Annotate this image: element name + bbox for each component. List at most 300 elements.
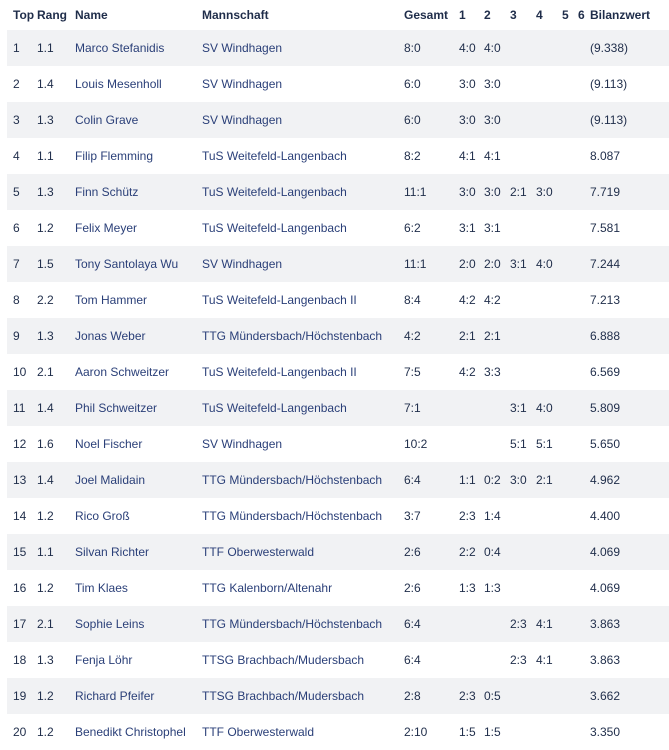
cell-set-3 <box>510 138 536 174</box>
team-name-link[interactable]: SV Windhagen <box>202 257 283 271</box>
team-name-link[interactable]: TuS Weitefeld-Langenbach II <box>202 365 357 379</box>
cell-rang: 1.3 <box>37 653 54 667</box>
cell-bilanzwert: 4.962 <box>590 462 669 498</box>
cell-set-2: 2:0 <box>484 246 510 282</box>
cell-set-1: 3:0 <box>459 102 484 138</box>
cell-set-4 <box>536 210 562 246</box>
cell-gesamt: 6:4 <box>404 606 459 642</box>
cell-bilanzwert: 7.213 <box>590 293 621 307</box>
cell-set-6 <box>578 462 590 498</box>
cell-bilanzwert: (9.338) <box>590 30 669 66</box>
cell-set-5 <box>562 714 578 750</box>
team-name-cell <box>202 318 404 354</box>
cell-gesamt: 11:1 <box>404 174 459 210</box>
cell-set-6 <box>578 390 590 426</box>
player-name-link[interactable]: Benedikt Christophel <box>75 725 186 739</box>
cell-set-5 <box>562 606 578 642</box>
player-name-cell <box>75 606 202 642</box>
cell-top: 9 <box>7 318 37 354</box>
cell-set-4 <box>536 714 562 750</box>
cell-bilanzwert: 7.244 <box>590 246 669 282</box>
cell-set-1: 2:1 <box>459 318 484 354</box>
team-name-link[interactable]: SV Windhagen <box>202 77 283 91</box>
cell-set-2: 3:0 <box>484 174 510 210</box>
cell-rang: 1.2 <box>37 725 54 739</box>
player-name-link[interactable]: Richard Pfeifer <box>75 689 155 703</box>
cell-top: 18 <box>13 653 27 667</box>
cell-rang: 1.2 <box>37 221 54 235</box>
cell-bilanzwert: 5.650 <box>590 437 621 451</box>
cell-set-5 <box>562 354 578 390</box>
player-name-cell <box>75 390 202 426</box>
team-name-link[interactable]: TTSG Brachbach/Mudersbach <box>202 689 365 703</box>
cell-set-2: 3:3 <box>484 365 501 379</box>
team-name-cell <box>202 30 404 66</box>
cell-set-1: 2:3 <box>459 509 476 523</box>
table-body <box>7 30 669 750</box>
cell-rang: 1.5 <box>37 246 75 282</box>
cell-rang: 1.4 <box>37 462 75 498</box>
cell-bilanzwert: 3.863 <box>590 653 621 667</box>
cell-set-1: 4:1 <box>459 149 476 163</box>
table-row <box>7 570 669 606</box>
cell-set-2: 0:5 <box>484 678 510 714</box>
cell-bilanzwert: (9.113) <box>590 102 669 138</box>
team-name-cell <box>202 426 404 462</box>
team-name-cell <box>202 678 404 714</box>
cell-set-3 <box>510 678 536 714</box>
cell-set-3 <box>510 498 536 534</box>
table-header-row <box>7 0 669 30</box>
cell-set-6 <box>578 498 590 534</box>
player-name-cell <box>75 642 202 678</box>
cell-top: 2 <box>13 77 20 91</box>
cell-set-2: 2:1 <box>484 318 510 354</box>
team-name-link[interactable]: TuS Weitefeld-Langenbach <box>202 221 347 235</box>
cell-set-5 <box>562 30 578 66</box>
player-name-link[interactable]: Tom Hammer <box>75 293 148 307</box>
cell-gesamt: 2:10 <box>404 725 428 739</box>
cell-bilanzwert: 4.069 <box>590 534 669 570</box>
cell-gesamt: 8:4 <box>404 293 421 307</box>
team-name-link[interactable]: SV Windhagen <box>202 437 283 451</box>
cell-set-1 <box>459 606 484 642</box>
cell-set-4 <box>536 102 562 138</box>
player-name-link[interactable]: Tony Santolaya Wu <box>75 257 179 271</box>
cell-set-3 <box>510 102 536 138</box>
team-name-link[interactable]: TuS Weitefeld-Langenbach <box>202 401 347 415</box>
team-name-link[interactable]: TTSG Brachbach/Mudersbach <box>202 653 365 667</box>
cell-set-3 <box>510 570 536 606</box>
cell-set-5 <box>562 174 578 210</box>
cell-gesamt: 6:0 <box>404 77 421 91</box>
cell-top: 5 <box>7 174 37 210</box>
cell-set-2: 1:4 <box>484 509 501 523</box>
cell-set-2 <box>484 390 510 426</box>
table-row <box>7 678 669 714</box>
cell-rang: 1.3 <box>37 102 75 138</box>
team-name-cell <box>202 102 404 138</box>
cell-rang: 1.6 <box>37 437 54 451</box>
team-name-cell <box>202 390 404 426</box>
header-name[interactable]: Name <box>75 8 108 22</box>
cell-set-5 <box>562 282 578 318</box>
cell-set-2: 0:2 <box>484 462 510 498</box>
cell-set-2: 3:0 <box>484 102 510 138</box>
table-row <box>7 642 669 678</box>
cell-set-4: 3:0 <box>536 174 562 210</box>
player-name-cell <box>75 138 202 174</box>
team-name-link[interactable]: SV Windhagen <box>202 113 283 127</box>
player-name-link[interactable]: Phil Schweitzer <box>75 401 158 415</box>
cell-set-2: 1:3 <box>484 581 501 595</box>
cell-rang: 1.4 <box>37 390 75 426</box>
cell-bilanzwert: 3.662 <box>590 678 669 714</box>
header-set-6[interactable]: 6 <box>578 8 585 22</box>
team-name-link[interactable]: TuS Weitefeld-Langenbach <box>202 185 347 199</box>
team-name-link[interactable]: TuS Weitefeld-Langenbach II <box>202 293 357 307</box>
team-name-cell <box>202 714 404 750</box>
cell-bilanzwert: 5.809 <box>590 390 669 426</box>
cell-set-4 <box>536 282 562 318</box>
cell-set-1: 2:2 <box>459 534 484 570</box>
header-bilanzwert[interactable]: Bilanzwert <box>590 8 651 22</box>
cell-rang: 2.2 <box>37 293 54 307</box>
team-name-link[interactable]: TTG Mündersbach/Höchstenbach <box>202 329 383 343</box>
cell-set-5 <box>562 66 578 102</box>
cell-set-4 <box>536 498 562 534</box>
player-name-cell <box>75 210 202 246</box>
cell-set-1 <box>459 426 484 462</box>
cell-bilanzwert: 4.400 <box>590 509 621 523</box>
player-name-cell <box>75 498 202 534</box>
team-name-cell <box>202 354 404 390</box>
cell-gesamt: 2:6 <box>404 581 421 595</box>
cell-rang: 1.1 <box>37 534 75 570</box>
cell-bilanzwert: 7.719 <box>590 174 669 210</box>
cell-set-5 <box>562 642 578 678</box>
cell-set-4: 4:1 <box>536 606 562 642</box>
table-row <box>7 354 669 390</box>
cell-set-4: 4:0 <box>536 390 562 426</box>
player-name-cell <box>75 714 202 750</box>
player-name-link[interactable]: Colin Grave <box>75 113 139 127</box>
cell-set-6 <box>578 318 590 354</box>
cell-set-5 <box>562 678 578 714</box>
cell-set-5 <box>562 462 578 498</box>
cell-set-4 <box>536 534 562 570</box>
cell-set-1: 3:1 <box>459 221 476 235</box>
player-name-cell <box>75 246 202 282</box>
cell-set-3 <box>510 30 536 66</box>
table-row <box>7 606 669 642</box>
cell-set-4 <box>536 138 562 174</box>
cell-set-6 <box>578 354 590 390</box>
cell-set-2 <box>484 642 510 678</box>
cell-set-5 <box>562 426 578 462</box>
player-name-cell <box>75 102 202 138</box>
header-set-4[interactable]: 4 <box>536 8 543 22</box>
cell-top: 6 <box>13 221 20 235</box>
team-name-cell <box>202 642 404 678</box>
cell-rang: 1.3 <box>37 318 75 354</box>
cell-set-4 <box>536 354 562 390</box>
player-name-cell <box>75 678 202 714</box>
cell-set-3: 2:1 <box>510 174 536 210</box>
cell-bilanzwert: 3.350 <box>590 725 621 739</box>
cell-set-5 <box>562 570 578 606</box>
table-row <box>7 30 669 66</box>
cell-top: 10 <box>13 365 27 379</box>
cell-set-2: 3:0 <box>484 77 501 91</box>
team-name-cell <box>202 282 404 318</box>
table-row <box>7 66 669 102</box>
cell-set-3 <box>510 714 536 750</box>
cell-set-4: 4:1 <box>536 653 553 667</box>
player-name-link[interactable]: Marco Stefanidis <box>75 41 165 55</box>
cell-top: 3 <box>7 102 37 138</box>
player-name-link[interactable]: Jonas Weber <box>75 329 146 343</box>
team-name-link[interactable]: TTF Oberwesterwald <box>202 725 315 739</box>
cell-set-3 <box>510 318 536 354</box>
cell-gesamt: 2:6 <box>404 534 459 570</box>
player-name-cell <box>75 318 202 354</box>
cell-set-4 <box>536 30 562 66</box>
cell-set-1: 1:3 <box>459 581 476 595</box>
cell-set-4: 2:1 <box>536 462 562 498</box>
table-row <box>7 318 669 354</box>
cell-top: 15 <box>7 534 37 570</box>
cell-bilanzwert: 8.087 <box>590 149 621 163</box>
team-name-link[interactable]: SV Windhagen <box>202 41 283 55</box>
team-name-cell <box>202 138 404 174</box>
cell-set-2: 0:4 <box>484 534 510 570</box>
cell-set-3 <box>510 210 536 246</box>
header-gesamt[interactable]: Gesamt <box>404 8 449 22</box>
cell-gesamt: 6:0 <box>404 102 459 138</box>
table-row <box>7 534 669 570</box>
cell-set-2: 4:2 <box>484 293 501 307</box>
player-name-link[interactable]: Noel Fischer <box>75 437 143 451</box>
cell-set-1: 1:1 <box>459 462 484 498</box>
cell-set-6 <box>578 66 590 102</box>
cell-set-5 <box>562 210 578 246</box>
cell-set-2: 4:0 <box>484 30 510 66</box>
cell-set-6 <box>578 426 590 462</box>
player-name-cell <box>75 174 202 210</box>
player-name-cell <box>75 570 202 606</box>
cell-set-2: 4:1 <box>484 149 501 163</box>
cell-gesamt: 4:2 <box>404 318 459 354</box>
cell-set-6 <box>578 570 590 606</box>
cell-set-5 <box>562 534 578 570</box>
player-name-cell <box>75 462 202 498</box>
cell-gesamt: 3:7 <box>404 509 421 523</box>
cell-set-1 <box>459 642 484 678</box>
cell-gesamt: 7:5 <box>404 365 421 379</box>
cell-set-3 <box>510 354 536 390</box>
cell-bilanzwert: 4.069 <box>590 581 621 595</box>
cell-bilanzwert: 6.569 <box>590 365 621 379</box>
cell-set-3 <box>510 66 536 102</box>
cell-set-5 <box>562 246 578 282</box>
team-name-cell <box>202 534 404 570</box>
table-row <box>7 426 669 462</box>
player-name-cell <box>75 354 202 390</box>
player-name-link[interactable]: Sophie Leins <box>75 617 145 631</box>
cell-rang: 2.1 <box>37 365 54 379</box>
cell-set-6 <box>578 174 590 210</box>
team-name-cell <box>202 210 404 246</box>
team-name-cell <box>202 462 404 498</box>
table-row <box>7 714 669 750</box>
player-name-cell <box>75 30 202 66</box>
player-name-link[interactable]: Fenja Löhr <box>75 653 133 667</box>
cell-set-3 <box>510 534 536 570</box>
team-name-link[interactable]: TTG Mündersbach/Höchstenbach <box>202 473 383 487</box>
cell-set-3: 2:3 <box>510 653 527 667</box>
cell-set-1: 3:0 <box>459 174 484 210</box>
team-name-link[interactable]: TTF Oberwesterwald <box>202 545 315 559</box>
player-name-cell <box>75 282 202 318</box>
cell-gesamt: 6:2 <box>404 221 421 235</box>
header-set-5[interactable]: 5 <box>562 8 569 22</box>
cell-set-3: 3:1 <box>510 246 536 282</box>
cell-set-6 <box>578 678 590 714</box>
header-mannschaft[interactable]: Mannschaft <box>202 8 269 22</box>
cell-rang: 1.1 <box>37 149 54 163</box>
cell-bilanzwert: 6.888 <box>590 318 669 354</box>
player-name-link[interactable]: Louis Mesenholl <box>75 77 162 91</box>
cell-bilanzwert: 7.581 <box>590 221 621 235</box>
cell-set-5 <box>562 318 578 354</box>
cell-rang: 1.2 <box>37 678 75 714</box>
table-row <box>7 246 669 282</box>
cell-bilanzwert: (9.113) <box>590 77 628 91</box>
cell-set-6 <box>578 138 590 174</box>
cell-top: 17 <box>7 606 37 642</box>
player-name-link[interactable]: Tim Klaes <box>75 581 128 595</box>
player-name-cell <box>75 534 202 570</box>
cell-set-1: 1:5 <box>459 725 476 739</box>
player-name-link[interactable]: Filip Flemming <box>75 149 154 163</box>
cell-gesamt: 10:2 <box>404 437 428 451</box>
table-row <box>7 102 669 138</box>
cell-top: 11 <box>7 390 37 426</box>
cell-set-4: 4:0 <box>536 246 562 282</box>
player-name-cell <box>75 426 202 462</box>
cell-top: 20 <box>13 725 27 739</box>
cell-set-1: 3:0 <box>459 77 476 91</box>
cell-set-4: 5:1 <box>536 437 553 451</box>
cell-set-1: 4:2 <box>459 365 476 379</box>
cell-set-6 <box>578 606 590 642</box>
table-row <box>7 138 669 174</box>
table-row <box>7 210 669 246</box>
header-top[interactable]: Top <box>13 8 35 22</box>
table-row <box>7 390 669 426</box>
team-name-cell <box>202 498 404 534</box>
cell-set-4 <box>536 66 562 102</box>
player-name-link[interactable]: Felix Meyer <box>75 221 138 235</box>
cell-top: 13 <box>7 462 37 498</box>
cell-set-6 <box>578 642 590 678</box>
cell-set-5 <box>562 102 578 138</box>
player-name-link[interactable]: Silvan Richter <box>75 545 150 559</box>
cell-set-4 <box>536 678 562 714</box>
cell-set-4 <box>536 318 562 354</box>
cell-set-6 <box>578 210 590 246</box>
cell-set-2: 3:1 <box>484 221 501 235</box>
cell-top: 12 <box>13 437 27 451</box>
cell-set-6 <box>578 714 590 750</box>
player-name-link[interactable]: Aaron Schweitzer <box>75 365 170 379</box>
cell-set-3: 2:3 <box>510 606 536 642</box>
cell-set-5 <box>562 138 578 174</box>
player-name-link[interactable]: Joel Malidain <box>75 473 146 487</box>
cell-top: 1 <box>7 30 37 66</box>
header-set-1[interactable]: 1 <box>459 8 466 22</box>
cell-set-1: 2:3 <box>459 678 484 714</box>
cell-top: 14 <box>13 509 27 523</box>
cell-gesamt: 7:1 <box>404 390 459 426</box>
cell-gesamt: 8:0 <box>404 30 459 66</box>
cell-top: 19 <box>7 678 37 714</box>
player-name-link[interactable]: Finn Schütz <box>75 185 139 199</box>
cell-set-3: 3:0 <box>510 462 536 498</box>
player-name-link[interactable]: Rico Groß <box>75 509 130 523</box>
table-row <box>7 282 669 318</box>
cell-gesamt: 8:2 <box>404 149 421 163</box>
cell-gesamt: 6:4 <box>404 462 459 498</box>
cell-set-3: 5:1 <box>510 437 527 451</box>
rankings-table <box>7 0 669 750</box>
cell-set-1: 4:2 <box>459 293 476 307</box>
cell-rang: 2.1 <box>37 606 75 642</box>
cell-gesamt: 11:1 <box>404 246 459 282</box>
cell-top: 4 <box>13 149 20 163</box>
table-row <box>7 462 669 498</box>
header-set-3[interactable]: 3 <box>510 8 517 22</box>
team-name-link[interactable]: TTG Mündersbach/Höchstenbach <box>202 509 383 523</box>
cell-rang: 1.2 <box>37 581 54 595</box>
team-name-link[interactable]: TTG Kalenborn/Altenahr <box>202 581 333 595</box>
team-name-link[interactable]: TTG Mündersbach/Höchstenbach <box>202 617 383 631</box>
cell-top: 7 <box>7 246 37 282</box>
team-name-cell <box>202 66 404 102</box>
table-row <box>7 174 669 210</box>
cell-gesamt: 6:4 <box>404 653 421 667</box>
cell-rang: 1.4 <box>37 77 54 91</box>
table-row <box>7 498 669 534</box>
cell-set-3: 3:1 <box>510 390 536 426</box>
team-name-cell <box>202 606 404 642</box>
header-rang[interactable]: Rang <box>37 8 67 22</box>
team-name-cell <box>202 174 404 210</box>
cell-rang: 1.3 <box>37 174 75 210</box>
team-name-link[interactable]: TuS Weitefeld-Langenbach <box>202 149 347 163</box>
cell-set-6 <box>578 282 590 318</box>
cell-rang: 1.1 <box>37 30 75 66</box>
cell-set-1: 2:0 <box>459 246 484 282</box>
header-set-2[interactable]: 2 <box>484 8 491 22</box>
cell-set-1 <box>459 390 484 426</box>
cell-set-6 <box>578 534 590 570</box>
cell-top: 16 <box>13 581 27 595</box>
cell-set-1: 4:0 <box>459 30 484 66</box>
cell-set-2 <box>484 426 510 462</box>
cell-top: 8 <box>13 293 20 307</box>
